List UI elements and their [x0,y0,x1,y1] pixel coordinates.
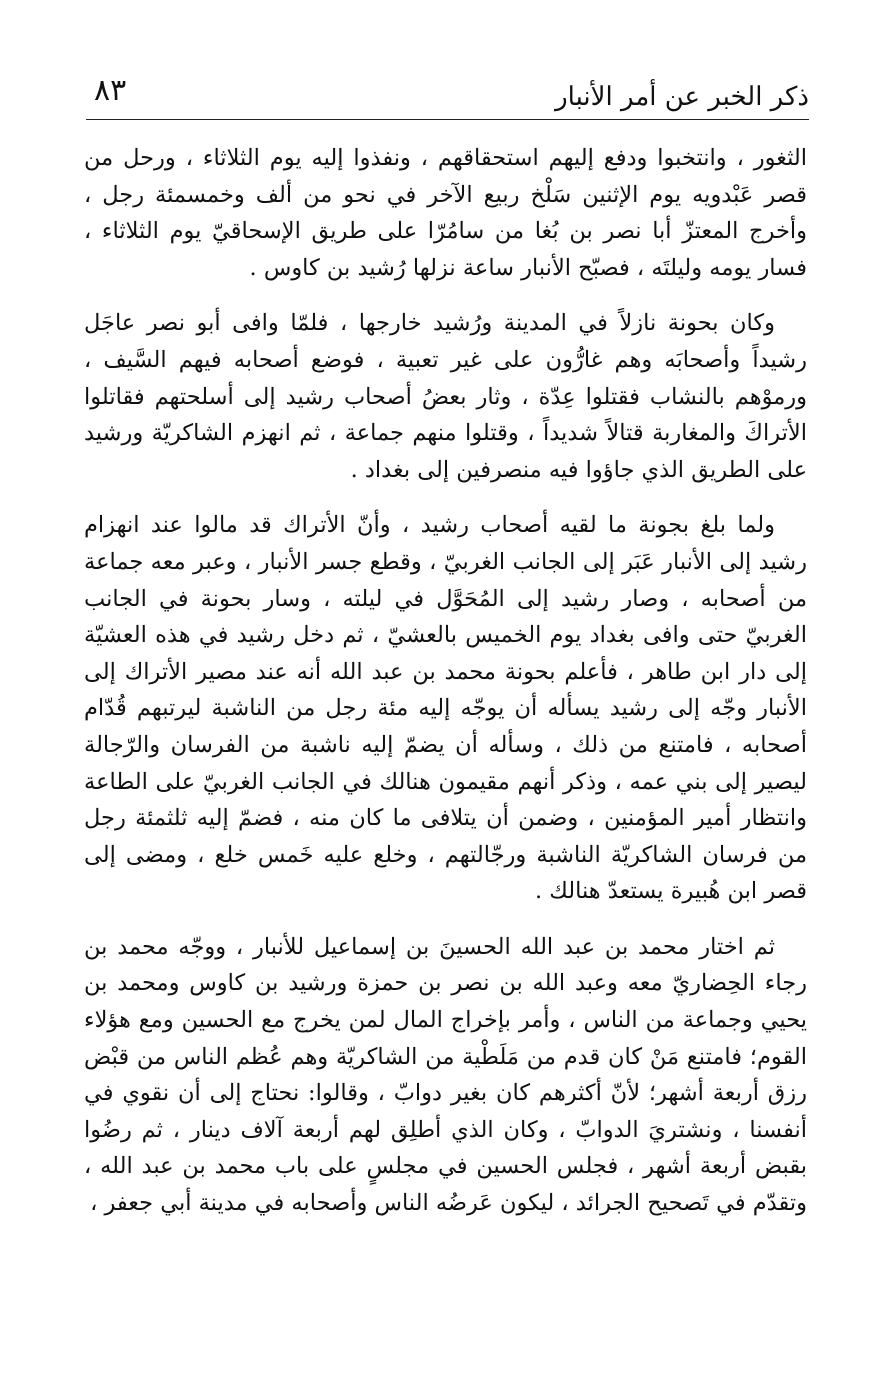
paragraph-4: ثم اختار محمد بن عبد الله الحسينَ بن إسماعيل للأنبار ، ووجّه محمد بن رجاء الحِضاريّ معه وعبد الله بن نصر بن حمزة ورشيد بن كاوس ومحمد بن يحيي وجماعة من الناس ، وأمر بإخراج المال لمن يخرج مع الحسين ومع هؤلاء القوم؛ فامتنع مَنْ كان قدم من مَلَطْية من الشاكريّة وهم عُظم الناس من قبْض رزق أربعة أشهر؛ لأنّ أكثرهم كان بغير دوابّ ، وقالوا: نحتاج إلى أن نقوي في أنفسنا ، ونشتريَ الدوابّ ، وكان الذي أطلِق لهم أربعة آلاف دينار ، ثم رضُوا بقبض أربعة أشهر ، فجلس الحسين في مجلسٍ على باب محمد بن عبد الله ، وتقدّم في تَصحيح الجرائد ، ليكون عَرضُه الناس وأصحابه في مدينة أبي جعفر ، [84,933,807,1217]
chapter-title: ذكر الخبر عن أمر الأنبار [555,82,809,112]
running-header [86,74,809,120]
paragraph-2: وكان بحونة نازلاً في المدينة ورُشيد خارجها ، فلمّا وافى أبو نصر عاجَل رشيداً وأصحابَه وهم غارُّون على غير تعبية ، فوضع أصحابه فيهم السَّيف ، ورموْهم بالنشاب فقتلوا عِدّة ، وثار بعضُ أصحاب رشيد إلى أسلحتهم فقاتلوا الأتراكَ والمغاربة قتالاً شديداً ، وقتلوا منهم جماعة ، ثم انهزم الشاكريّة ورشيد على الطريق الذي جاؤوا فيه منصرفين إلى بغداد . [84,310,807,483]
body-text [84,140,807,1222]
paragraph-3: ولما بلغ بجونة ما لقيه أصحاب رشيد ، وأنّ الأتراك قد مالوا عند انهزام رشيد إلى الأنبار عَبَر إلى الجانب الغربيّ ، وقطع جسر الأنبار ، وعبر معه جماعة من أصحابه ، وصار رشيد إلى المُحَوَّل في ليلته ، وسار بحونة في الجانب الغربيّ حتى وافى بغداد يوم الخميس بالعشيّ ، ثم دخل رشيد في هذه العشيّة إلى دار ابن طاهر ، فأعلم بحونة محمد بن عبد الله أنه عند مصير الأتراك إلى الأنبار وجّه إلى رشيد يسأله أن يوجّه إليه مئة رجل من الناشبة ليرتبهم قُدّام أصحابه ، فامتنع من ذلك ، وسأله أن يضمّ إليه ناشبة من الفرسان والرّجالة ليصير إلى بني عمه ، وذكر أنهم مقيمون هنالك في الجانب الغربيّ على الطاعة وانتظار أمير المؤمنين ، وضمن أن يتلافى ما كان منه ، فضمّ إليه ثلثمئة رجل من فرسان الشاكريّة الناشبة ورجّالتهم ، وخلع عليه خَمس خلع ، ومضى إلى قصر ابن هُبيرة يستعدّ هنالك . [84,512,807,905]
paragraph-1: الثغور ، وانتخبوا ودفع إليهم استحقاقهم ، ونفذوا إليه يوم الثلاثاء ، ورحل من قصر عَبْدويه يوم الإثنين سَلْخ ربيع الآخر في نحو من ألف وخمسمئة رجل ، وأخرج المعتزّ أبا نصر بن بُغا من سامُرّا على طريق الإسحاقيّ يوم الثلاثاء ، فسار يومه وليلتَه ، فصبّح الأنبار ساعة نزلها رُشيد بن كاوس . [84,145,807,281]
header-rule [86,119,809,120]
page-number: ٨٣ [94,73,127,108]
